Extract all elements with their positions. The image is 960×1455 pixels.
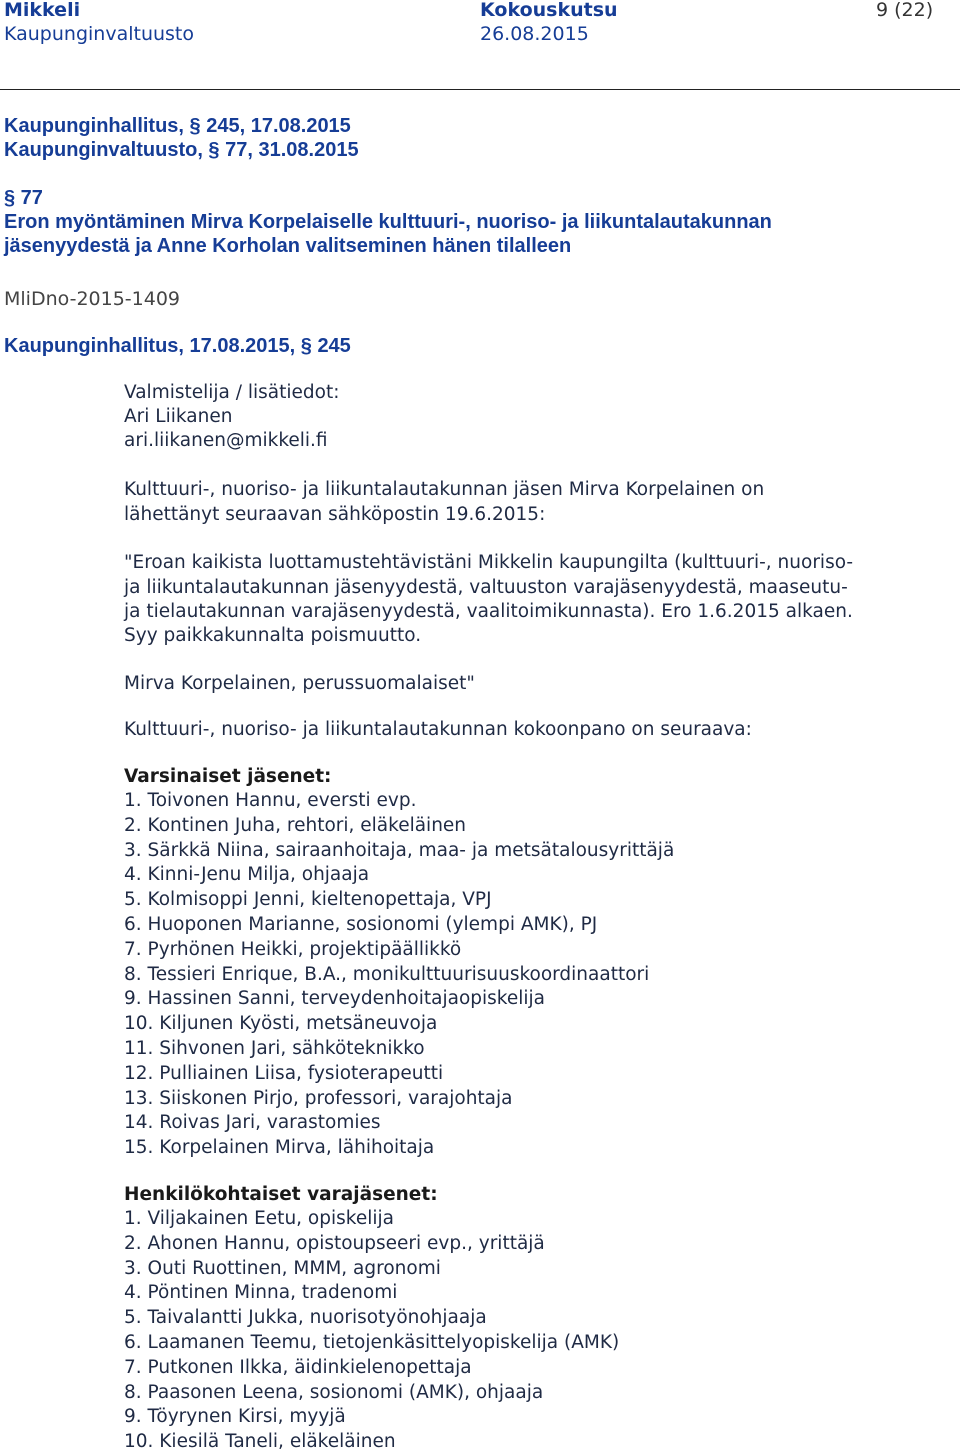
list-item: 7. Putkonen Ilkka, äidinkielenopettaja	[124, 1356, 472, 1378]
page-number: 9 (22)	[876, 0, 934, 21]
list-item: 10. Kiljunen Kyösti, metsäneuvoja	[124, 1013, 438, 1035]
list-item: 2. Ahonen Hannu, opistoupseeri evp., yrittäjä	[124, 1232, 545, 1254]
list-item: 3. Outi Ruottinen, MMM, agronomi	[124, 1257, 441, 1279]
members-list	[124, 789, 674, 1161]
list-item: 2. Kontinen Juha, rehtori, eläkeläinen	[124, 814, 467, 836]
composition-intro: Kulttuuri-, nuoriso- ja liikuntalautakunnan kokoonpano on seuraava:	[124, 719, 752, 740]
list-item: 1. Viljakainen Eetu, opiskelija	[124, 1208, 394, 1229]
quote-line: ja liikuntalautakunnan jäsenyydestä, valtuuston varajäsenyydestä, maaseutu-	[124, 577, 848, 598]
list-item: 14. Roivas Jari, varastomies	[124, 1112, 381, 1134]
agenda-title: Eron myöntäminen Mirva Korpelaiselle kulttuuri-, nuoriso- ja liikuntalautakunnan	[4, 211, 772, 233]
preparer-email[interactable]: ari.liikanen@mikkeli.fi	[124, 430, 328, 451]
list-item: 6. Huoponen Marianne, sosionomi (ylempi AMK), PJ	[124, 913, 598, 935]
meeting-reference: Kaupunginhallitus, 17.08.2015, § 245	[4, 335, 351, 357]
meeting-date: 26.08.2015	[480, 23, 589, 45]
list-item: 15. Korpelainen Mirva, lähihoitaja	[124, 1137, 435, 1159]
members-heading: Varsinaiset jäsenet:	[124, 766, 332, 787]
section-number: § 77	[4, 187, 43, 209]
quote-line: Syy paikkakunnalta poismuutto.	[124, 625, 422, 646]
reference-line: Kaupunginvaltuusto, § 77, 31.08.2015	[4, 139, 359, 161]
list-item: 3. Särkkä Niina, sairaanhoitaja, maa- ja metsätalousyrittäjä	[124, 839, 675, 861]
list-item: 9. Töyrynen Kirsi, myyjä	[124, 1406, 346, 1428]
list-item: 5. Taivalantti Jukka, nuorisotyönohjaaja	[124, 1307, 487, 1329]
preparer-label: Valmistelija / lisätiedot:	[124, 382, 340, 403]
list-item: 10. Kiesilä Taneli, eläkeläinen	[124, 1431, 396, 1453]
list-item: 13. Siiskonen Pirjo, professori, varajohtaja	[124, 1087, 513, 1109]
list-item: 12. Pulliainen Liisa, fysioterapeutti	[124, 1062, 444, 1084]
preparer-name: Ari Liikanen	[124, 406, 233, 427]
reference-line: Kaupunginhallitus, § 245, 17.08.2015	[4, 115, 351, 137]
list-item: 7. Pyrhönen Heikki, projektipäällikkö	[124, 938, 462, 960]
list-item: 4. Pöntinen Minna, tradenomi	[124, 1282, 398, 1304]
list-item: 8. Tessieri Enrique, B.A., monikulttuurisuuskoordinaattori	[124, 963, 650, 985]
list-item: 11. Sihvonen Jari, sähköteknikko	[124, 1037, 425, 1059]
body-paragraph: Kulttuuri-, nuoriso- ja liikuntalautakunnan jäsen Mirva Korpelainen on	[124, 479, 765, 500]
body-paragraph: lähettänyt seuraavan sähköpostin 19.6.2015:	[124, 504, 546, 525]
quote-line: ja tielautakunnan varajäsenyydestä, vaalitoimikunnasta). Ero 1.6.2015 alkaen.	[124, 601, 853, 622]
list-item: 1. Toivonen Hannu, eversti evp.	[124, 790, 417, 811]
agenda-title: jäsenyydestä ja Anne Korholan valitseminen hänen tilalleen	[4, 235, 572, 257]
list-item: 8. Paasonen Leena, sosionomi (AMK), ohjaaja	[124, 1381, 544, 1403]
header-divider	[0, 89, 960, 90]
quote-line: "Eroan kaikista luottamustehtävistäni Mikkelin kaupungilta (kulttuuri-, nuoriso-	[124, 552, 854, 573]
record-id: MliDno-2015-1409	[4, 288, 181, 310]
deputies-list	[124, 1207, 619, 1455]
list-item: 5. Kolmisoppi Jenni, kieltenopettaja, VPJ	[124, 889, 492, 911]
quote-signature: Mirva Korpelainen, perussuomalaiset"	[124, 673, 475, 694]
meeting-body: Kaupunginvaltuusto	[4, 23, 195, 45]
document-type: Kokouskutsu	[480, 0, 618, 21]
list-item: 4. Kinni-Jenu Milja, ohjaaja	[124, 864, 370, 886]
deputies-heading: Henkilökohtaiset varajäsenet:	[124, 1184, 438, 1205]
org-name: Mikkeli	[4, 0, 81, 21]
list-item: 9. Hassinen Sanni, terveydenhoitajaopiskelija	[124, 988, 545, 1010]
list-item: 6. Laamanen Teemu, tietojenkäsittelyopiskelija (AMK)	[124, 1331, 620, 1353]
